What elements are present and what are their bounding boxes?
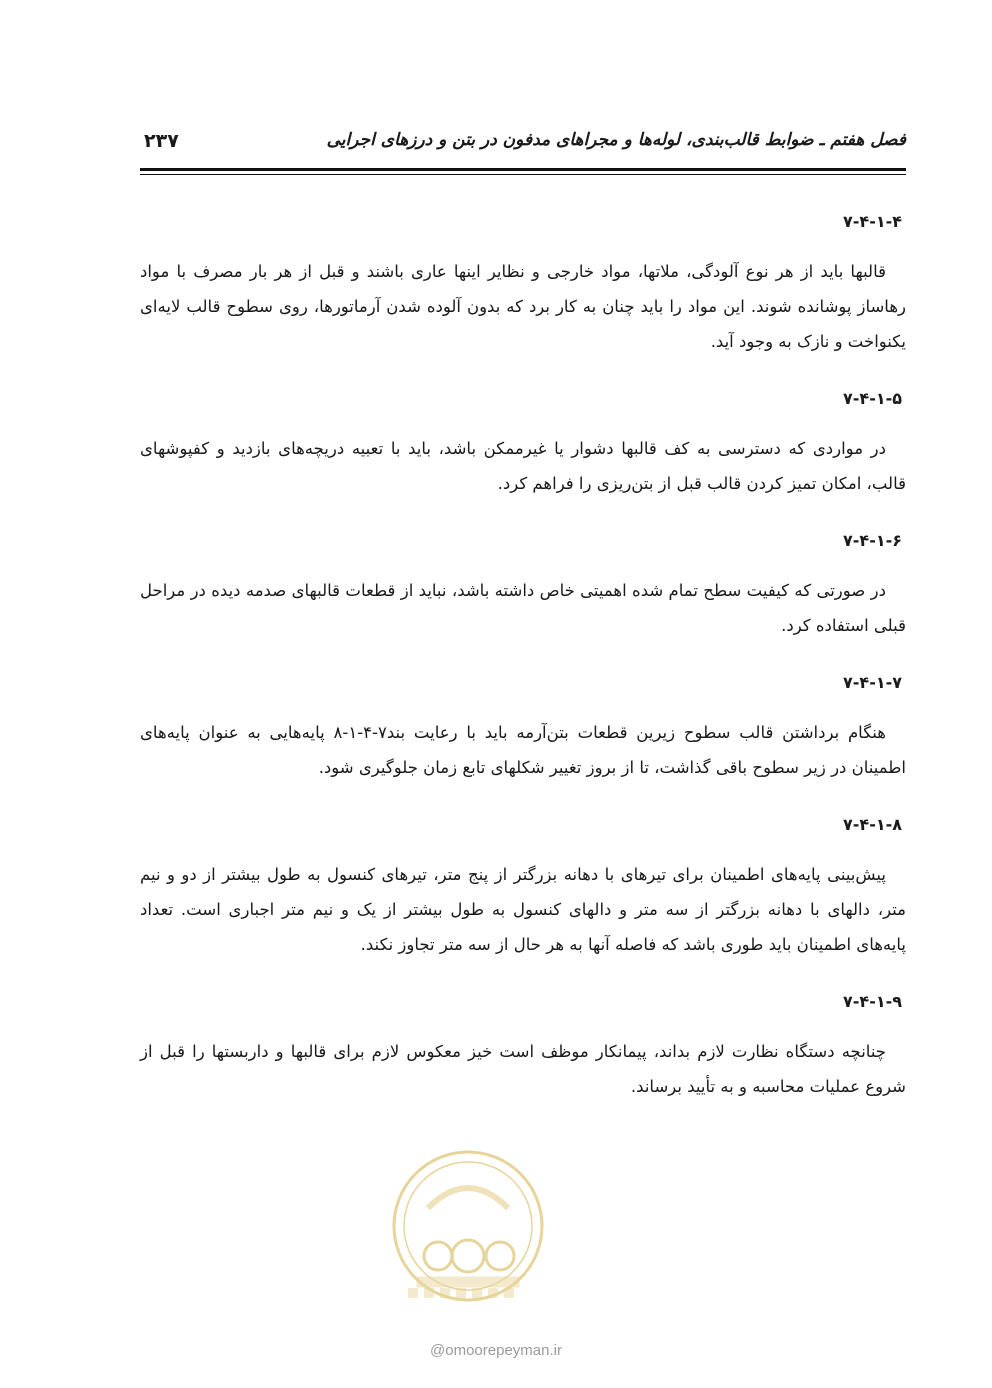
page-number: ۲۳۷ — [144, 130, 179, 152]
section-paragraph: چنانچه دستگاه نظارت لازم بداند، پیمانکار موظف است خیز معکوس لازم برای قالبها و داربستها را قبل از شروع عملیات محاسبه و به تأیید برساند. — [140, 1042, 906, 1096]
watermark-website: @omoorepeyman.ir — [430, 1342, 562, 1359]
section-number: ۷-۴-۱-۹ — [843, 992, 902, 1011]
section-7-4-1-4 — [140, 210, 906, 359]
page-body — [140, 210, 906, 1132]
section-7-4-1-6 — [140, 529, 906, 643]
section-number: ۷-۴-۱-۷ — [843, 673, 902, 692]
section-paragraph: هنگام برداشتن قالب سطوح زیرین قطعات بتن‌آرمه باید با رعایت بند۷-۴-۱-۸ پایه‌هایی به عنوان پایه‌های اطمینان در زیر سطوح باقی گذاشت، تا از بروز تغییر شکلهای تابع زمان جلوگیری شود. — [140, 723, 906, 777]
header-divider — [140, 168, 906, 175]
section-number: ۷-۴-۱-۴ — [843, 212, 902, 231]
section-7-4-1-7 — [140, 671, 906, 785]
page-header — [140, 128, 906, 158]
section-7-4-1-8 — [140, 813, 906, 962]
section-number: ۷-۴-۱-۸ — [843, 815, 902, 834]
section-number: ۷-۴-۱-۵ — [843, 389, 902, 408]
chapter-title: فصل هفتم ـ ضوابط قالب‌بندی، لوله‌ها و مجراهای مدفون در بتن و درزهای اجرایی — [326, 130, 906, 150]
section-7-4-1-9 — [140, 990, 906, 1104]
section-7-4-1-5 — [140, 387, 906, 501]
section-paragraph: قالبها باید از هر نوع آلودگی، ملاتها، مواد خارجی و نظایر اینها عاری باشند و قبل از هر بار مصرف با مواد رهاساز پوشانده شوند. این مواد را باید چنان به کار برد که بدون آلوده شدن آرماتورها، روی سطوح قالب لایه‌ای یکنواخت و نازک به وجود آید. — [140, 262, 906, 351]
section-paragraph: در صورتی که کیفیت سطح تمام شده اهمیتی خاص داشته باشد، نباید از قطعات قالبهای صدمه دیده در مراحل قبلی استفاده کرد. — [140, 581, 906, 635]
section-paragraph: پیش‌بینی پایه‌های اطمینان برای تیرهای با دهانه بزرگتر از پنج متر، تیرهای کنسول به طول بیشتر از دو و نیم متر، دالهای با دهانه بزرگتر از سه متر و دالهای کنسول به طول بیشتر از یک و نیم متر اجباری است. تعداد پایه‌های اطمینان باید طوری باشد که فاصله آنها به هر حال از سه متر تجاوز نکند. — [140, 865, 906, 954]
section-paragraph: در مواردی که دسترسی به کف قالبها دشوار یا غیرممکن باشد، باید با تعبیه دریچه‌های بازدید و کفپوشهای قالب، امکان تمیز کردن قالب قبل از بتن‌ریزی را فراهم کرد. — [140, 439, 906, 493]
section-number: ۷-۴-۱-۶ — [843, 531, 902, 550]
watermark-seal-icon — [388, 1138, 548, 1338]
